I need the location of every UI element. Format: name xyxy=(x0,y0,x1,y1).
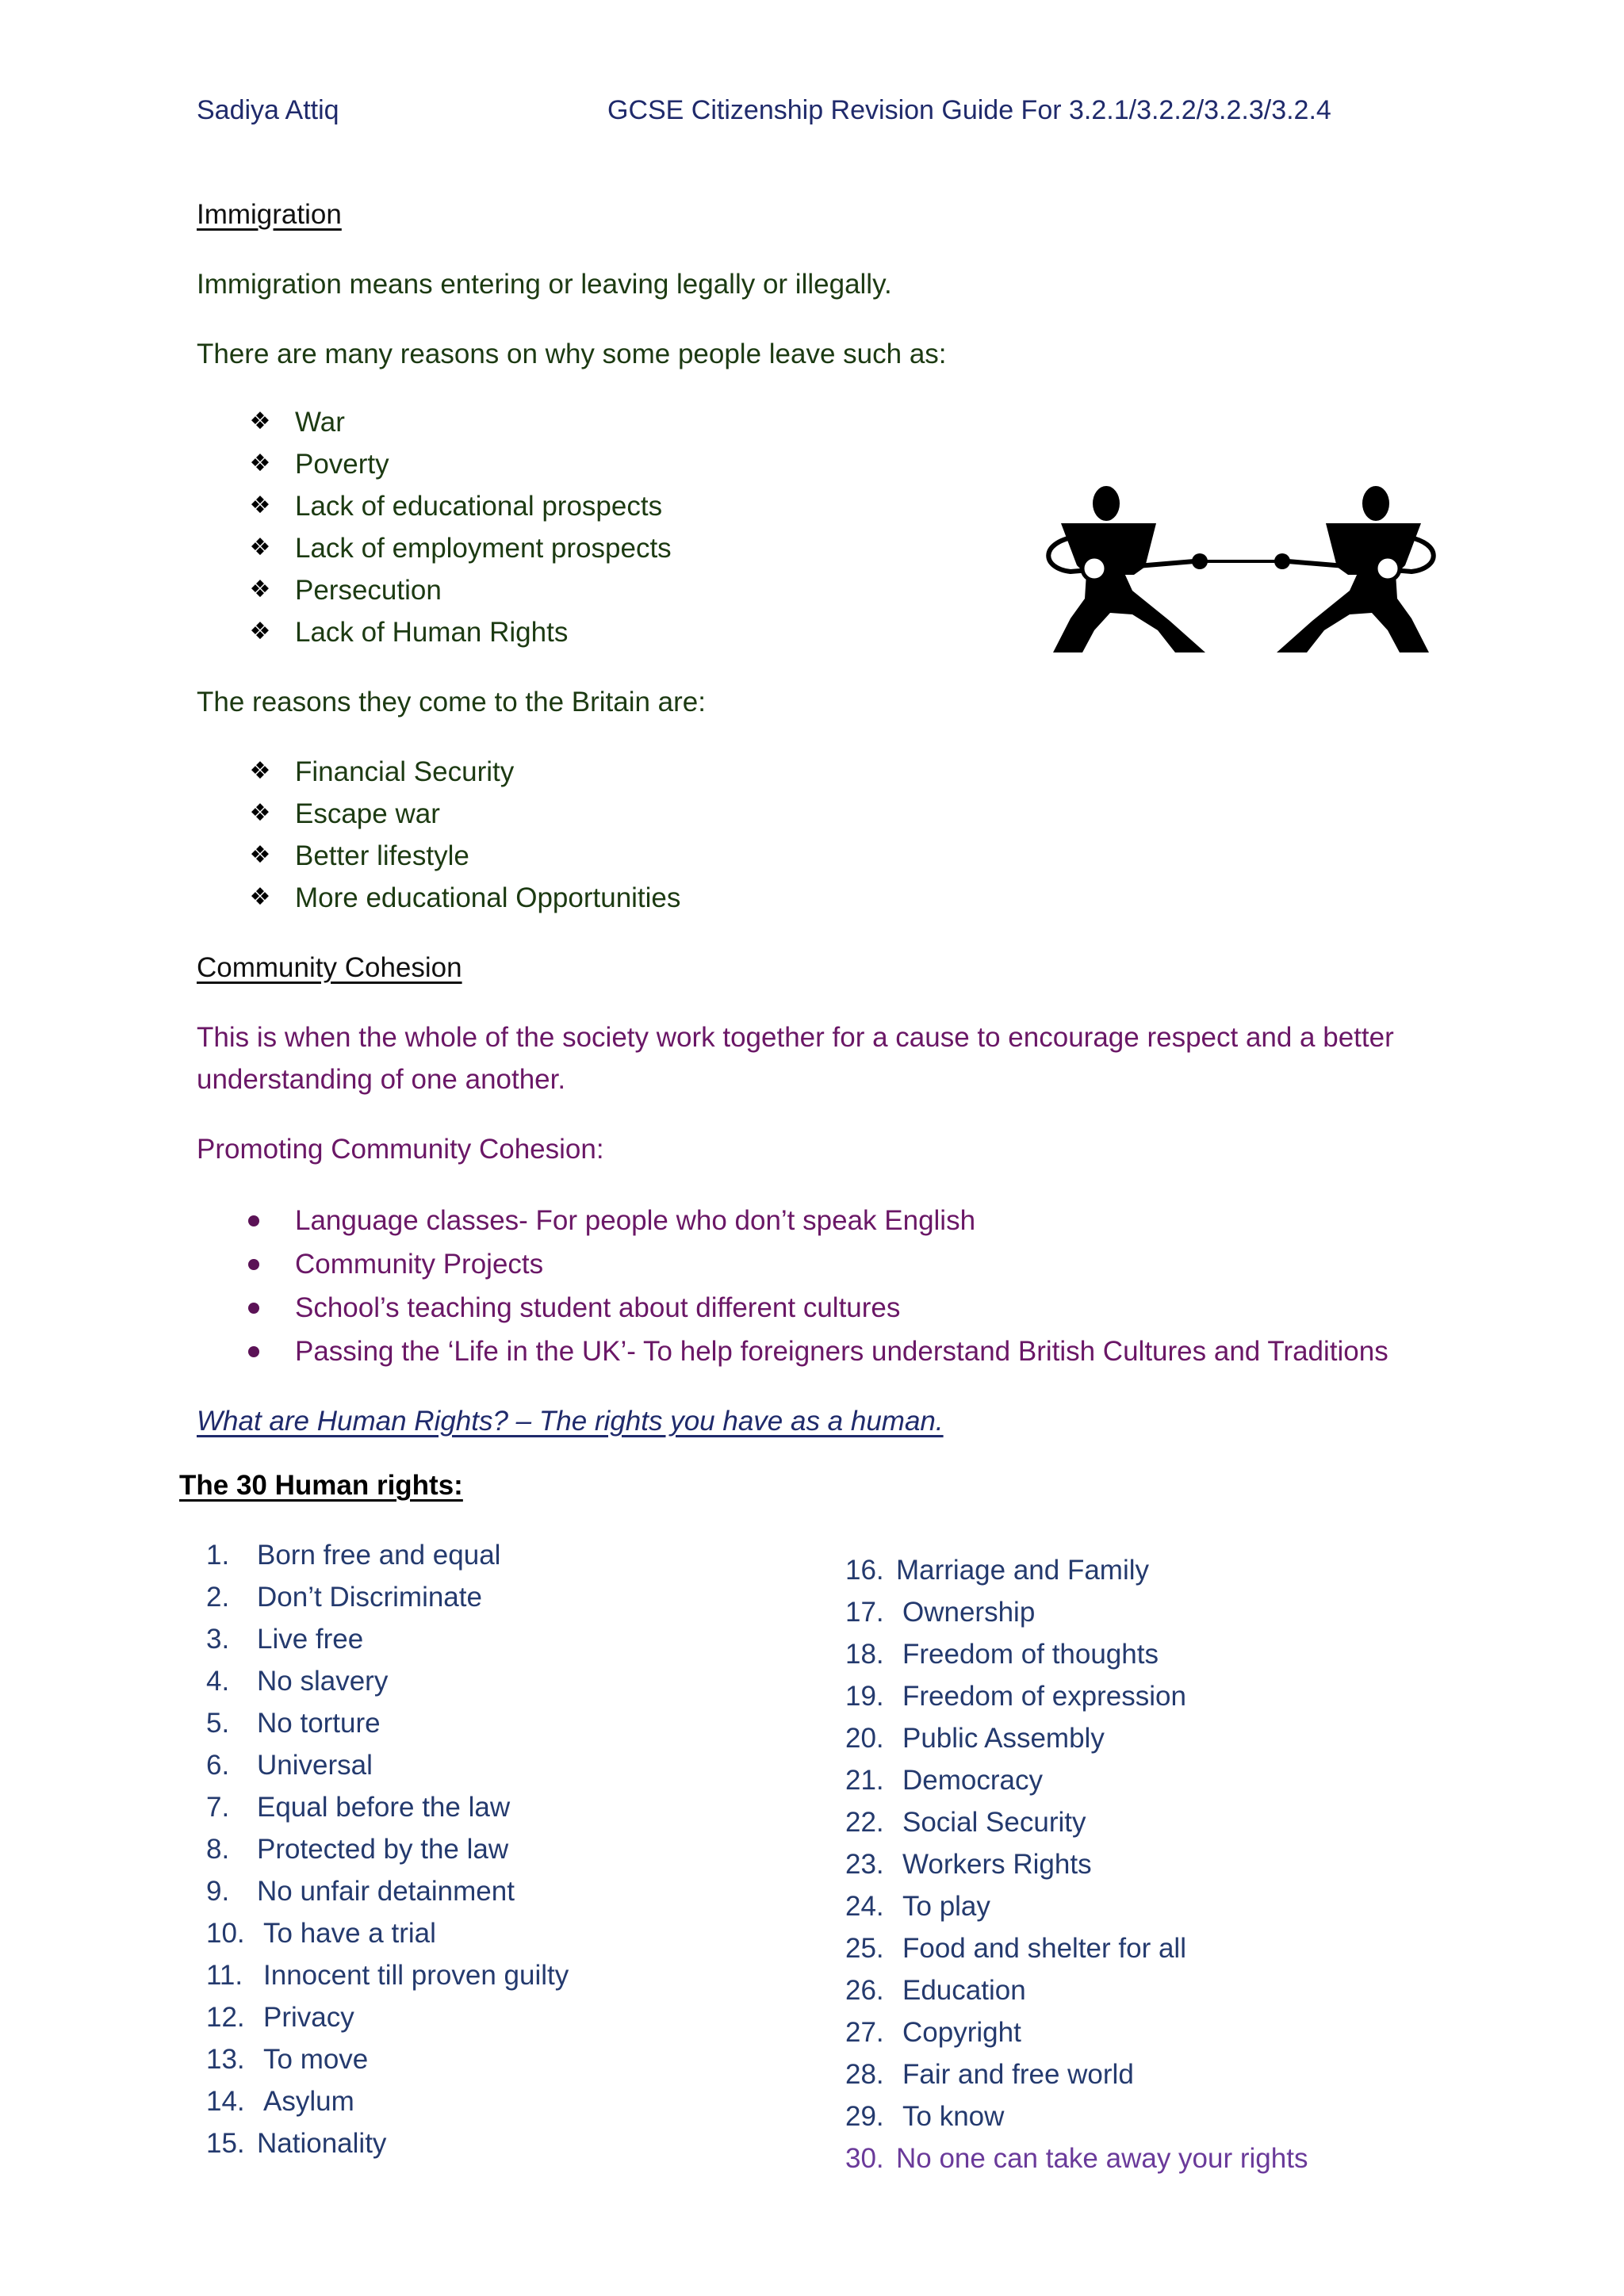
list-item: To know xyxy=(902,2101,1005,2132)
list-number: 10. xyxy=(206,1918,245,1949)
diamond-bullet-icon: ❖ xyxy=(249,576,271,603)
list-item: Fair and free world xyxy=(902,2059,1134,2090)
list-item: No one can take away your rights xyxy=(896,2143,1308,2174)
diamond-bullet-icon: ❖ xyxy=(249,408,271,434)
list-number: 18. xyxy=(845,1639,884,1670)
diamond-bullet-icon: ❖ xyxy=(249,492,271,519)
diamond-bullet-icon: ❖ xyxy=(249,884,271,910)
list-item: Equal before the law xyxy=(257,1792,511,1823)
list-item: Democracy xyxy=(902,1765,1043,1796)
list-item: Better lifestyle xyxy=(295,840,469,871)
list-item: Freedom of thoughts xyxy=(902,1639,1159,1670)
list-number: 7. xyxy=(206,1792,230,1823)
list-number: 11. xyxy=(206,1960,243,1991)
list-item: No unfair detainment xyxy=(257,1876,515,1907)
list-number: 21. xyxy=(845,1765,884,1796)
bullet-icon xyxy=(248,1303,259,1314)
diamond-bullet-icon: ❖ xyxy=(249,758,271,784)
list-item: Copyright xyxy=(902,2017,1021,2048)
diamond-bullet-icon: ❖ xyxy=(249,450,271,476)
cohesion-definition-line1: This is when the whole of the society work together for a cause to encourage respect and a better xyxy=(197,1022,1394,1053)
list-item: Lack of educational prospects xyxy=(295,491,663,522)
list-number: 1. xyxy=(206,1540,230,1571)
list-number: 27. xyxy=(845,2017,884,2048)
bullet-icon xyxy=(248,1346,259,1357)
list-item: School’s teaching student about different cultures xyxy=(295,1292,901,1323)
immigration-heading: Immigration xyxy=(197,199,342,230)
author-name: Sadiya Attiq xyxy=(197,95,339,125)
human-rights-list-heading: The 30 Human rights: xyxy=(179,1470,463,1501)
list-item: Language classes- For people who don’t speak English xyxy=(295,1205,976,1236)
list-number: 15. xyxy=(206,2128,245,2159)
list-number: 25. xyxy=(845,1933,884,1964)
list-item: Innocent till proven guilty xyxy=(263,1960,569,1991)
immigration-definition: Immigration means entering or leaving legally or illegally. xyxy=(197,269,892,300)
diamond-bullet-icon: ❖ xyxy=(249,534,271,561)
list-number: 5. xyxy=(206,1708,230,1739)
list-item: Nationality xyxy=(257,2128,387,2159)
cohesion-definition-line2: understanding of one another. xyxy=(197,1064,566,1095)
list-number: 14. xyxy=(206,2086,245,2117)
list-item: Freedom of expression xyxy=(902,1681,1186,1712)
list-item: Don’t Discriminate xyxy=(257,1582,482,1613)
list-item: Protected by the law xyxy=(257,1834,509,1865)
list-number: 2. xyxy=(206,1582,230,1613)
list-item: Marriage and Family xyxy=(896,1555,1149,1586)
list-number: 24. xyxy=(845,1891,884,1922)
list-item: Workers Rights xyxy=(902,1849,1092,1880)
bullet-icon xyxy=(248,1215,259,1226)
document-title: GCSE Citizenship Revision Guide For 3.2.1/3.2.2/3.2.3/3.2.4 xyxy=(607,95,1331,125)
list-item: War xyxy=(295,407,345,438)
list-number: 3. xyxy=(206,1624,230,1655)
list-number: 19. xyxy=(845,1681,884,1712)
bullet-icon xyxy=(248,1259,259,1270)
list-item: Passing the ‘Life in the UK’- To help foreigners understand British Cultures and Traditions xyxy=(295,1336,1388,1367)
list-item: Ownership xyxy=(902,1597,1036,1628)
list-number: 9. xyxy=(206,1876,230,1907)
list-item: Asylum xyxy=(263,2086,354,2117)
human-rights-question: What are Human Rights? – The rights you have as a human. xyxy=(197,1406,944,1437)
list-number: 28. xyxy=(845,2059,884,2090)
list-item: Persecution xyxy=(295,575,442,606)
list-item: To move xyxy=(263,2044,369,2075)
diamond-bullet-icon: ❖ xyxy=(249,800,271,826)
list-number: 20. xyxy=(845,1723,884,1754)
list-item: Public Assembly xyxy=(902,1723,1105,1754)
list-item: Lack of employment prospects xyxy=(295,533,672,564)
list-item: Escape war xyxy=(295,798,440,829)
list-number: 26. xyxy=(845,1975,884,2006)
list-number: 16. xyxy=(845,1555,884,1586)
list-number: 30. xyxy=(845,2143,884,2174)
list-item: Poverty xyxy=(295,449,389,480)
list-number: 29. xyxy=(845,2101,884,2132)
list-number: 13. xyxy=(206,2044,245,2075)
list-number: 6. xyxy=(206,1750,230,1781)
list-item: Financial Security xyxy=(295,756,515,787)
list-number: 22. xyxy=(845,1807,884,1838)
list-number: 12. xyxy=(206,2002,245,2033)
list-item: Food and shelter for all xyxy=(902,1933,1186,1964)
list-item: Community Projects xyxy=(295,1249,544,1280)
list-number: 8. xyxy=(206,1834,230,1865)
diamond-bullet-icon: ❖ xyxy=(249,618,271,645)
list-item: Born free and equal xyxy=(257,1540,501,1571)
come-reasons-intro: The reasons they come to the Britain are: xyxy=(197,687,706,718)
list-item: To have a trial xyxy=(263,1918,436,1949)
diamond-bullet-icon: ❖ xyxy=(249,842,271,868)
list-number: 17. xyxy=(845,1597,884,1628)
list-item: More educational Opportunities xyxy=(295,882,681,913)
list-number: 4. xyxy=(206,1666,230,1697)
list-item: Live free xyxy=(257,1624,364,1655)
list-item: Education xyxy=(902,1975,1026,2006)
list-item: Universal xyxy=(257,1750,373,1781)
tug-of-war-icon xyxy=(1039,480,1443,658)
list-item: To play xyxy=(902,1891,990,1922)
cohesion-heading: Community Cohesion xyxy=(197,952,462,983)
leave-reasons-intro: There are many reasons on why some people leave such as: xyxy=(197,339,947,369)
list-item: Lack of Human Rights xyxy=(295,617,569,648)
list-number: 23. xyxy=(845,1849,884,1880)
list-item: Privacy xyxy=(263,2002,354,2033)
list-item: No torture xyxy=(257,1708,381,1739)
promoting-intro: Promoting Community Cohesion: xyxy=(197,1134,604,1165)
list-item: Social Security xyxy=(902,1807,1086,1838)
list-item: No slavery xyxy=(257,1666,389,1697)
